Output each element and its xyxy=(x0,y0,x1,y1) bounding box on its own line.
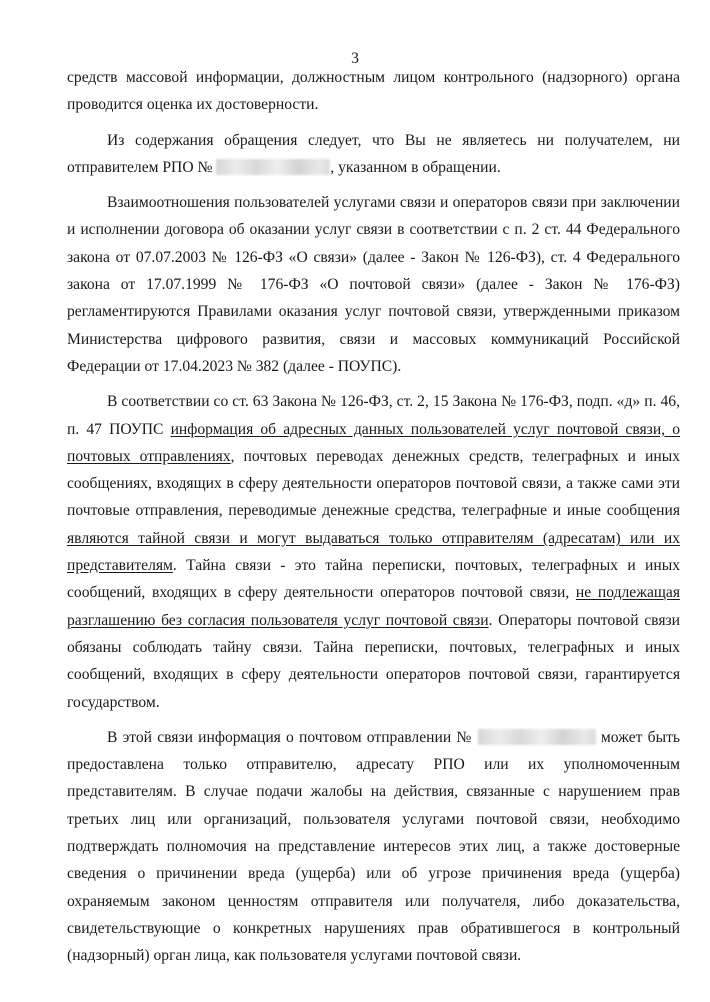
paragraph-continuation xyxy=(67,64,680,119)
paragraph-text: . Операторы почтовой связи обязаны соблюдать тайну связи. Тайна переписки, почтовых, телеграфных и иных сообщений, входящих в сферу деятельности операторов почтовой связи, гарантируется государством. xyxy=(67,611,680,711)
paragraph-legal-basis xyxy=(67,189,680,380)
paragraph-text: Из содержания обращения следует, что Вы не являетесь ни получателем, ни отправителем РПО № xyxy=(67,131,680,176)
paragraph-sender-status xyxy=(67,127,680,182)
paragraph-text: может быть предоставлена только отправителю, адресату РПО или их уполномоченным представителям. В случае подачи жалобы на действия, связанные с нарушением прав третьих лиц или организаций, пользователя услугами почтовой связи, необходимо подтверждать полномочия на представление интересов этих лиц, а также достоверные сведения о причинении вреда (ущерба) или об угрозе причинения вреда (ущерба) охраняемым законом ценностям отправителя или получателя, либо доказательства, свидетельствующие о конкретных нарушениях прав обратившегося в контрольный (надзорный) орган лица, как пользователя услугами почтовой связи. xyxy=(67,728,681,965)
document-body xyxy=(67,64,680,970)
paragraph-text: , почтовых переводах денежных средств, телеграфных и иных сообщениях, входящих в сферу деятельности операторов почтовой связи, а также сами эти почтовые отправления, переводимые денежные средства, телеграфные и иные сообщения xyxy=(67,447,681,520)
paragraph-text: . Тайна связи - это тайна переписки, почтовых, телеграфных и иных сообщений, входящих в сферу деятельности операторов почтовой связи, xyxy=(67,557,680,602)
paragraph-secrecy-of-communication xyxy=(67,388,680,716)
page-number: 3 xyxy=(351,50,359,67)
paragraph-text: , указанном в обращении. xyxy=(330,158,501,176)
underlined-text: являются тайной связи и могут выдаваться только отправителям (адресатам) или их представителям xyxy=(67,529,680,575)
redacted-tracking-number xyxy=(478,729,596,745)
paragraph-text: Взаимоотношения пользователей услугами связи и операторов связи при заключении и исполнении договора об оказании услуг связи в соответствии с п. 2 ст. 44 Федерального закона от 07.07.2003 № 126-ФЗ «О связи» (далее - Закон № 126-ФЗ), ст. 4 Федерального закона от 17.07.1999 № 176-ФЗ «О почтовой связи» (далее - Закон № 176-ФЗ) регламентируются Правилами оказания услуг почтовой связи, утвержденными приказом Министерства цифрового развития, связи и массовых коммуникаций Российской Федерации от 17.04.2023 № 382 (далее - ПОУПС). xyxy=(67,194,680,375)
redacted-tracking-number xyxy=(216,159,330,175)
paragraph-text: средств массовой информации, должностным лицом контрольного (надзорного) органа проводится оценка их достоверности. xyxy=(67,69,680,114)
paragraph-information-disclosure xyxy=(67,724,680,970)
paragraph-text: В соответствии со ст. 63 Закона № 126-ФЗ, ст. 2, 15 Закона № 176-ФЗ, подп. «д» п. 46, п. 47 ПОУПС xyxy=(67,393,680,438)
underlined-text: не подлежащая разглашению без согласия пользователя услуг почтовой связи xyxy=(67,584,681,629)
paragraph-text: В этой связи информация о почтовом отправлении № xyxy=(107,728,478,746)
underlined-text: информация об адресных данных пользователей услуг почтовой связи, о почтовых отправлениях xyxy=(67,420,680,465)
